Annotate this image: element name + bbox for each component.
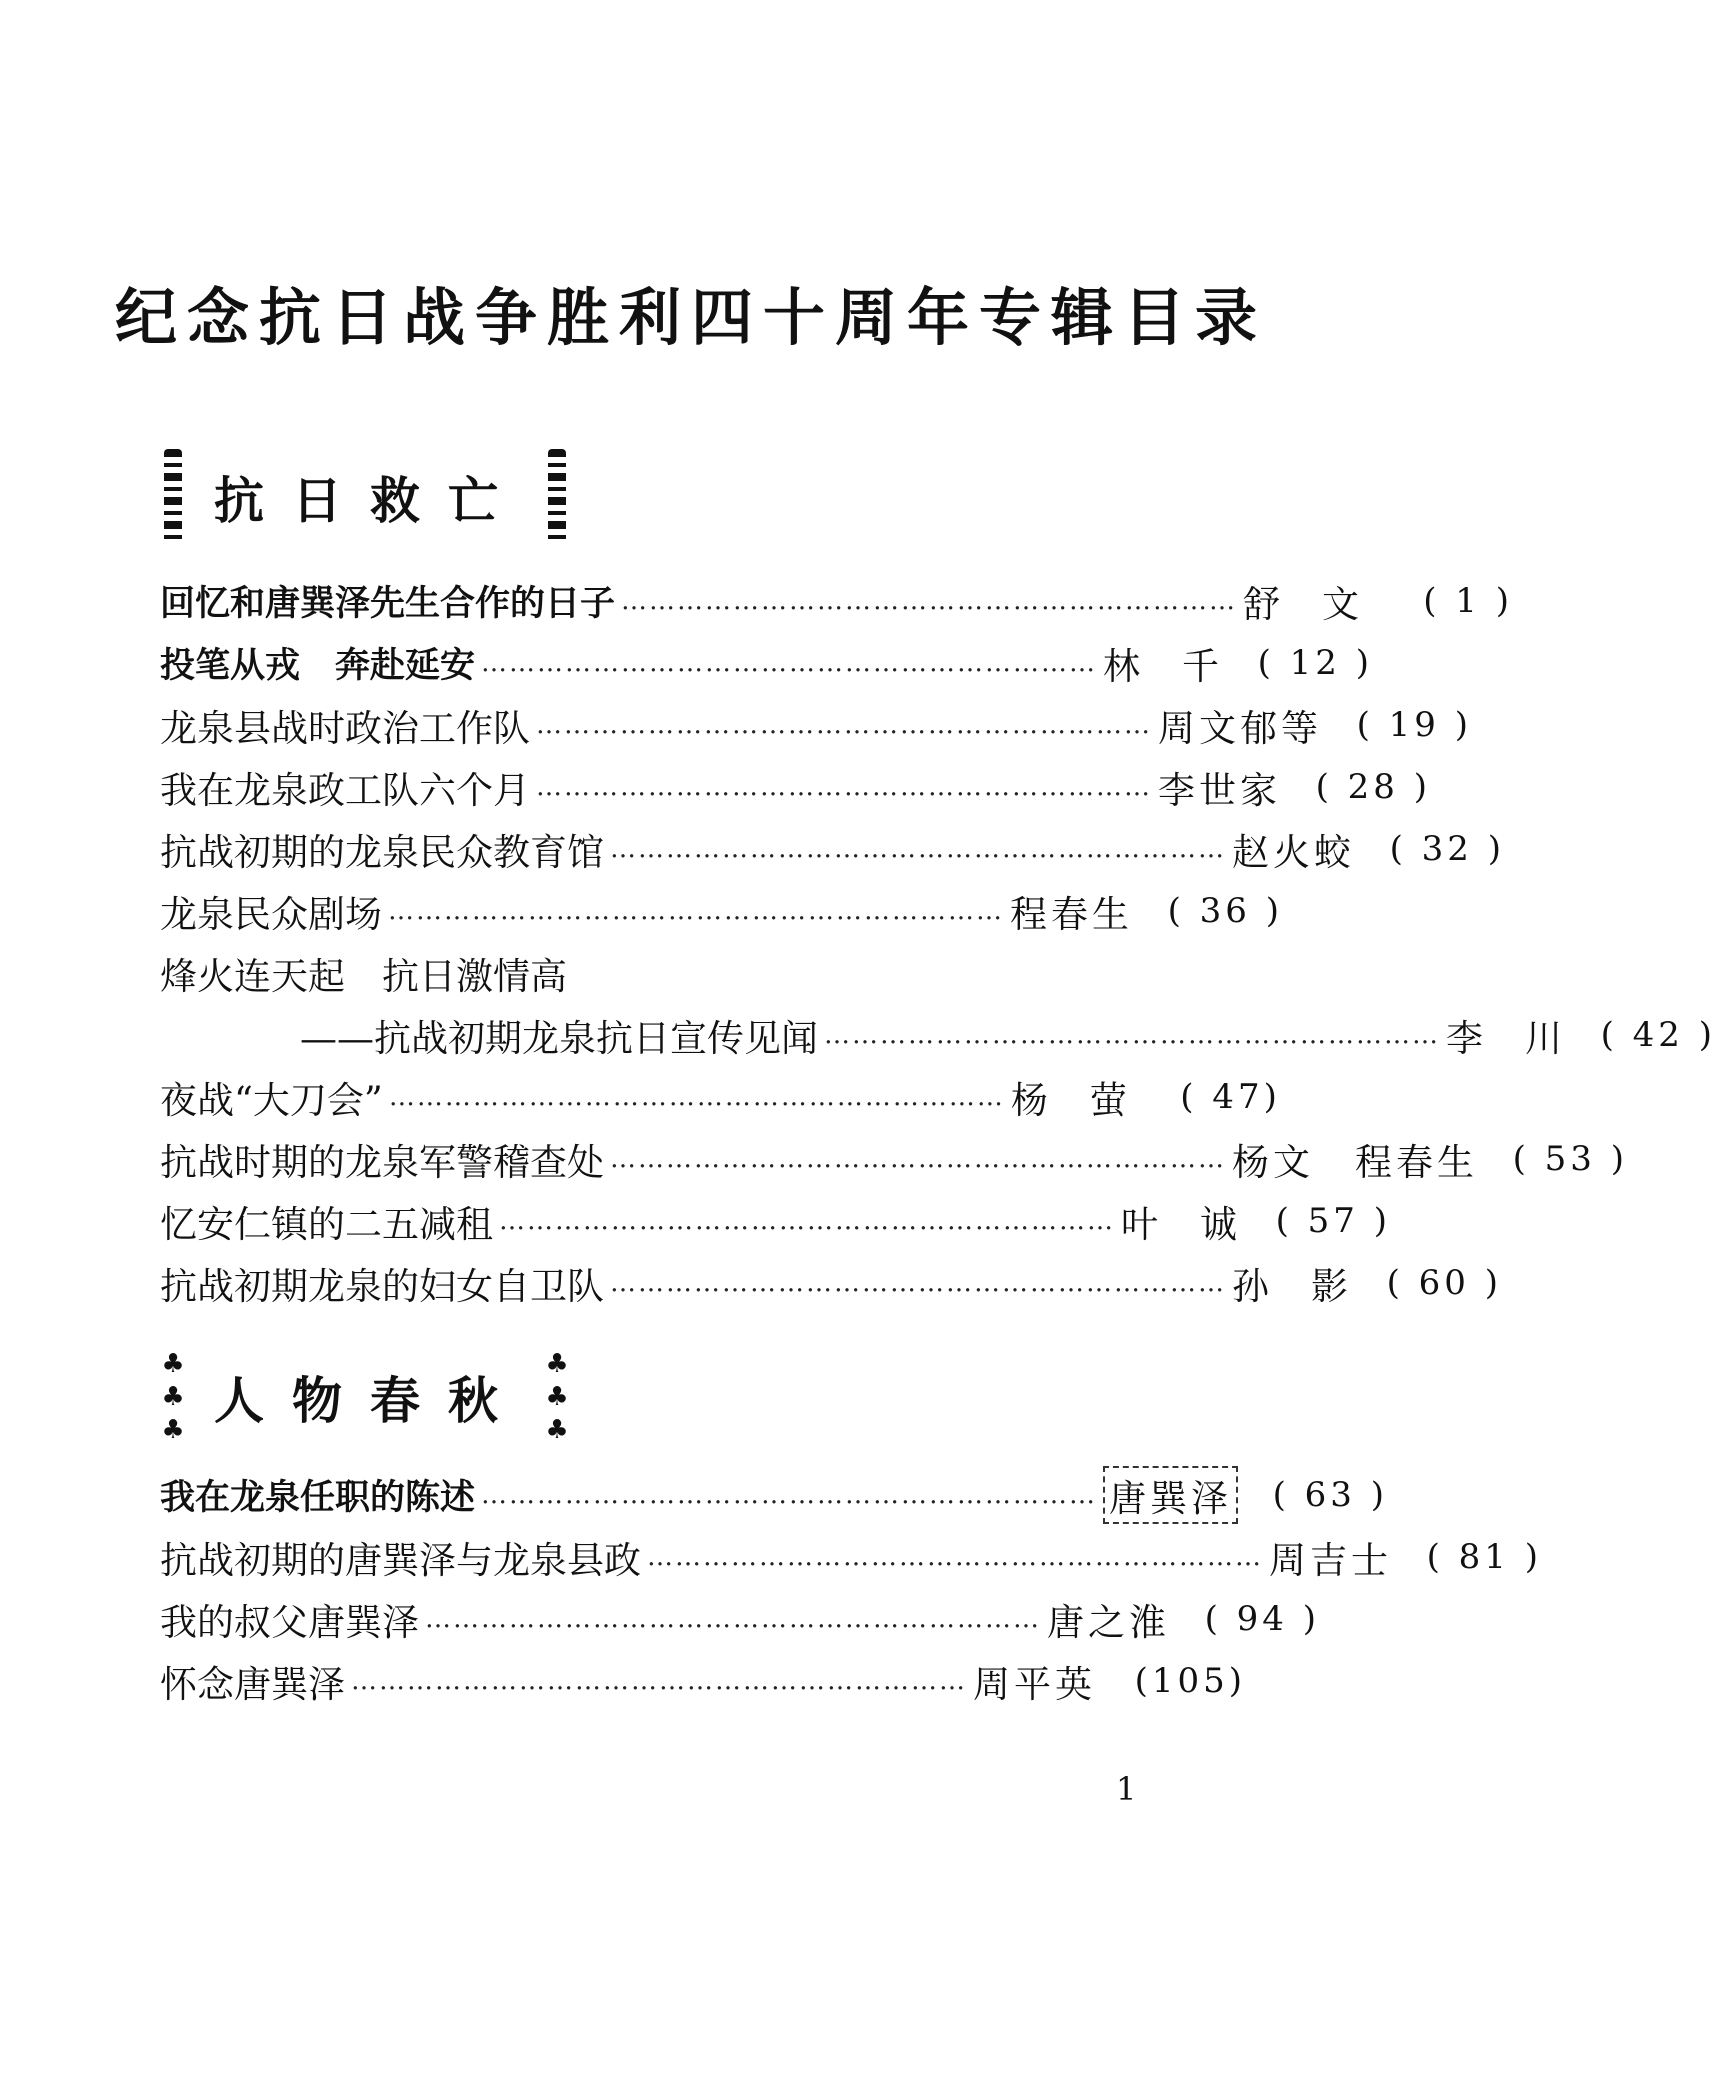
entry-subtitle: ——抗战初期龙泉抗日宣传见闻 — [300, 1017, 818, 1060]
entry-author: 李 川 — [1446, 1017, 1566, 1060]
section-header-2 — [160, 1342, 570, 1452]
entry-title: 怀念唐巽泽 — [160, 1663, 345, 1706]
entry-author: 赵火蛟 — [1232, 831, 1355, 874]
section-header-1 — [160, 442, 570, 552]
toc-entry — [160, 818, 1505, 880]
entry-page: ( 19 ) — [1356, 705, 1472, 745]
entry-page: ( 57 ) — [1275, 1201, 1391, 1241]
entry-title: 夜战“大刀会” — [160, 1079, 383, 1122]
entry-title: 我的叔父唐巽泽 — [160, 1601, 419, 1644]
entry-title: 我在龙泉任职的陈述 — [160, 1478, 476, 1518]
ornament-right-icon — [544, 449, 570, 545]
toc-entry — [160, 632, 1374, 694]
leader-dots: ………………………………………………………… — [536, 772, 1152, 802]
entry-author: 杨 萤 — [1010, 1079, 1131, 1122]
entry-title: 抗战时期的龙泉军警稽查处 — [160, 1141, 604, 1184]
toc-entry — [160, 942, 1222, 1004]
toc-entry — [160, 1464, 1389, 1526]
leader-dots: ………………………………………………………… — [388, 896, 1004, 926]
entry-title: 龙泉县战时政治工作队 — [160, 707, 530, 750]
leader-dots: ………………………………………………………… — [481, 1480, 1098, 1510]
leader-dots: ………………………………………………………… — [481, 648, 1098, 678]
leader-dots: ………………………………………………………… — [621, 586, 1238, 616]
leader-dots: ………………………………………………………… — [610, 1268, 1226, 1298]
toc-entry — [160, 1588, 1320, 1650]
entry-author: 林 千 — [1103, 645, 1224, 688]
entry-author: 周平英 — [973, 1663, 1096, 1706]
page-number: 1 — [1116, 1770, 1137, 1808]
leader-dots: ………………………………………………………… — [425, 1604, 1041, 1634]
ornament-left-icon — [160, 449, 186, 545]
entry-page: ( 28 ) — [1315, 767, 1431, 807]
entry-author: 叶 诚 — [1121, 1203, 1241, 1246]
entry-author: 唐之淮 — [1047, 1601, 1170, 1644]
entry-page: ( 47) — [1180, 1077, 1281, 1117]
toc-entry — [160, 1004, 1716, 1066]
entry-page: ( 32 ) — [1389, 829, 1505, 869]
entry-author: 舒 文 — [1243, 583, 1364, 626]
toc-entry — [160, 1650, 1246, 1712]
entry-author: 程春生 — [1010, 893, 1133, 936]
entry-page: ( 1 ) — [1423, 581, 1514, 621]
leader-dots: ………………………………………………………… — [647, 1542, 1263, 1572]
entry-title: 抗战初期龙泉的妇女自卫队 — [160, 1265, 604, 1308]
toc-entry — [160, 880, 1283, 942]
entry-title: 回忆和唐巽泽先生合作的日子 — [160, 584, 616, 624]
entry-page: ( 81 ) — [1426, 1537, 1542, 1577]
entry-title: 烽火连天起 抗日激情高 — [160, 955, 567, 998]
toc-entry — [160, 1526, 1542, 1588]
leader-dots: ………………………………………………………… — [824, 1020, 1440, 1050]
toc-entry — [160, 1252, 1502, 1314]
entry-page: ( 94 ) — [1204, 1599, 1320, 1639]
leader-dots: ………………………………………………………… — [536, 710, 1152, 740]
toc-entry — [160, 694, 1472, 756]
entry-author: 周文郁等 — [1158, 707, 1322, 750]
toc-entry — [160, 1128, 1628, 1190]
entry-author: 杨文 程春生 — [1232, 1141, 1478, 1184]
page-title: 纪念抗日战争胜利四十周年专辑目录 — [114, 281, 1267, 354]
entry-page: ( 12 ) — [1257, 643, 1374, 683]
entry-title: 龙泉民众剧场 — [160, 893, 382, 936]
entry-author: 唐巽泽 — [1103, 1466, 1238, 1524]
flower-ornament-right-icon: ♣ ♣ ♣ — [545, 1349, 569, 1445]
entry-page: ( 42 ) — [1600, 1015, 1716, 1055]
entry-page: ( 36 ) — [1167, 891, 1283, 931]
entry-title: 我在龙泉政工队六个月 — [160, 769, 530, 812]
leader-dots: ………………………………………………………… — [610, 834, 1226, 864]
leader-dots: ………………………………………………………… — [351, 1666, 967, 1696]
toc-entry — [160, 1066, 1281, 1128]
entry-author: 周吉士 — [1269, 1539, 1392, 1582]
toc-entry — [160, 570, 1514, 632]
entry-page: ( 63 ) — [1272, 1475, 1389, 1515]
leader-dots: ………………………………………………………… — [388, 1082, 1005, 1112]
entry-title: 抗战初期的唐巽泽与龙泉县政 — [160, 1539, 641, 1582]
leader-dots: ………………………………………………………… — [610, 1144, 1226, 1174]
section-label: 抗日救亡 — [214, 472, 526, 530]
entry-page: ( 53 ) — [1512, 1139, 1628, 1179]
entry-author: 李世家 — [1158, 769, 1281, 812]
entry-title: 忆安仁镇的二五减租 — [160, 1203, 493, 1246]
entry-page: ( 60 ) — [1386, 1263, 1502, 1303]
flower-ornament-left-icon: ♣ ♣ ♣ — [161, 1349, 185, 1445]
entry-page: (105) — [1134, 1661, 1246, 1701]
entry-title: 抗战初期的龙泉民众教育馆 — [160, 831, 604, 874]
toc-entry — [160, 756, 1431, 818]
entry-author: 孙 影 — [1232, 1265, 1352, 1308]
entry-title: 投笔从戎 奔赴延安 — [160, 646, 476, 686]
toc-entry — [160, 1190, 1391, 1252]
leader-dots: ………………………………………………………… — [499, 1206, 1115, 1236]
section-label: 人物春秋 — [214, 1372, 526, 1430]
